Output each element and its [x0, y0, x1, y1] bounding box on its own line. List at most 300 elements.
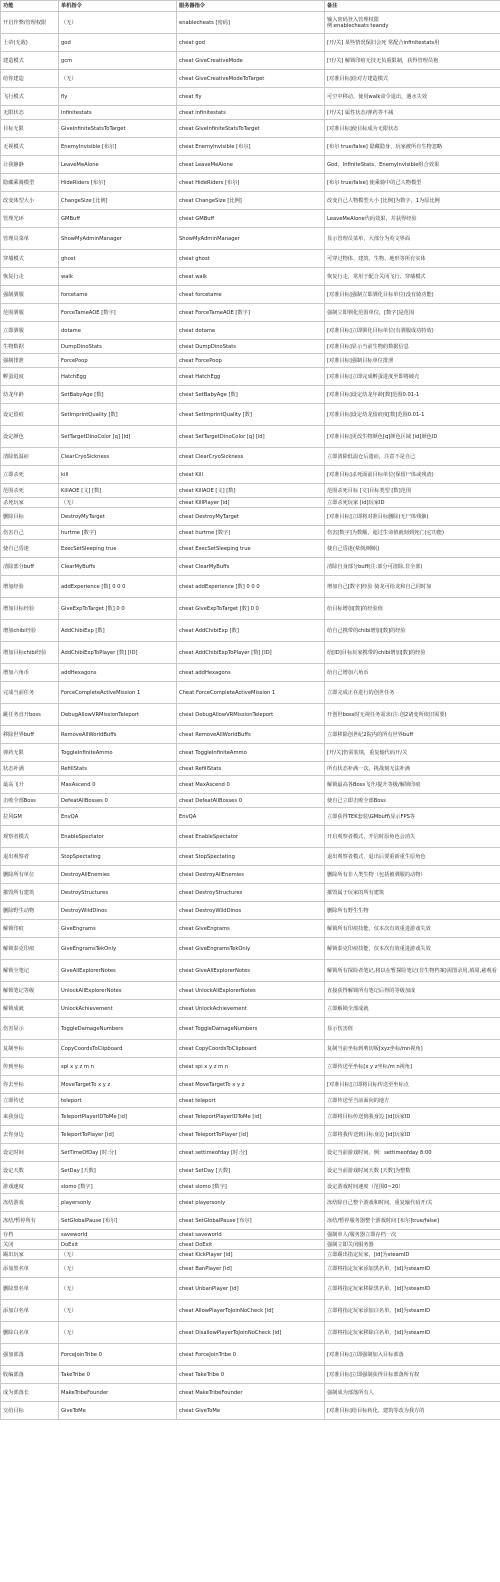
cell-function: 强加部落	[1, 1344, 59, 1366]
cell-single-player-command: ChangeSize [比例]	[59, 192, 177, 210]
cell-remarks: 强制成为部落所有人	[325, 1384, 500, 1402]
table-row	[1, 1162, 500, 1180]
table-row	[1, 138, 500, 156]
cell-single-player-command: forcetame	[59, 286, 177, 304]
cell-remarks: 立即将指定玩家添加白名单，[id]为steamID	[325, 1300, 500, 1322]
cell-server-command: cheat settimeofday [时:分]	[177, 1144, 325, 1162]
cell-single-player-command: addExperience [数] 0 0 0	[59, 576, 177, 598]
table-row	[1, 508, 500, 526]
header-function: 功能	[1, 1, 59, 12]
cell-single-player-command: EnvQA	[59, 808, 177, 826]
table-row	[1, 540, 500, 558]
cell-remarks: 冻结除自己整个游戏和时间，重复输代码开/关	[325, 1194, 500, 1212]
cell-remarks: 删除所有野生生物	[325, 902, 500, 920]
cell-single-player-command: ForceCompleteActiveMission 1	[59, 682, 177, 704]
cell-server-command: cheat forcetame	[177, 286, 325, 304]
table-row	[1, 1126, 500, 1144]
cell-function: 穿墙模式	[1, 250, 59, 268]
table-row	[1, 1366, 500, 1384]
table-row	[1, 776, 500, 794]
cell-function: 设定颜色	[1, 426, 59, 448]
cell-single-player-command: SetTargetDinoColor [q] [id]	[59, 426, 177, 448]
cell-single-player-command: UnlockAllExplorerNotes	[59, 982, 177, 1000]
table-row	[1, 1058, 500, 1076]
cell-single-player-command: RefillStats	[59, 762, 177, 776]
table-row	[1, 304, 500, 322]
table-row	[1, 642, 500, 664]
table-row	[1, 1194, 500, 1212]
cell-function: 建造模式	[1, 52, 59, 70]
table-row	[1, 794, 500, 808]
cell-single-player-command: StopSpectating	[59, 848, 177, 866]
cell-server-command: cheat UnbanPlayer [id]	[177, 1278, 325, 1300]
cell-remarks: 使自己立即击败全部Boss	[325, 794, 500, 808]
table-row	[1, 466, 500, 484]
cell-remarks: 可穿过物体、建筑、生物、地形等所有实体	[325, 250, 500, 268]
cell-server-command: cheat ForcePoop	[177, 354, 325, 368]
table-row	[1, 884, 500, 902]
cell-remarks: [对准目标]使目标成为无限状态	[325, 120, 500, 138]
cell-single-player-command: ForceTameAOE [数字]	[59, 304, 177, 322]
cell-single-player-command: ClearCryoSickness	[59, 448, 177, 466]
cell-single-player-command: GiveEngrams	[59, 920, 177, 938]
cell-function: 退出观察者	[1, 848, 59, 866]
cell-function: 管理光环	[1, 210, 59, 228]
header-remarks: 备注	[325, 1, 500, 12]
cell-server-command: cheat MakeTribeFounder	[177, 1384, 325, 1402]
cell-remarks: 显示管理员菜单，大部分为英文界面	[325, 228, 500, 250]
cell-remarks: 可空中移动，使用walk命令退出，遇水失效	[325, 88, 500, 106]
cell-server-command: cheat RemoveAllWorldBuffs	[177, 726, 325, 744]
table-row	[1, 826, 500, 848]
cell-server-command: cheat dotame	[177, 322, 325, 340]
table-row	[1, 866, 500, 884]
cell-function: 你去坐标	[1, 1076, 59, 1094]
table-row	[1, 1040, 500, 1058]
cell-function: 幼龙年龄	[1, 386, 59, 404]
cell-remarks: 所有状态补满一次，挑战刻无法补满	[325, 762, 500, 776]
cell-server-command: cheat UnlockAchievement	[177, 1000, 325, 1018]
cell-remarks: 解锁最高各Boss飞升/提升等级/解锁印痕	[325, 776, 500, 794]
cell-function: 立即驯服	[1, 322, 59, 340]
cell-single-player-command: ForceJoinTribe 0	[59, 1344, 177, 1366]
cell-server-command: cheat ClearMyBuffs	[177, 558, 325, 576]
cell-single-player-command: EnableSpectator	[59, 826, 177, 848]
cell-function: 收编部落	[1, 1366, 59, 1384]
cell-remarks: [对准目标]强制目标单位排泄	[325, 354, 500, 368]
cell-function: 隐藏乘骑模型	[1, 174, 59, 192]
table-row	[1, 1076, 500, 1094]
table-row	[1, 484, 500, 498]
table-row	[1, 726, 500, 744]
table-row	[1, 1212, 500, 1230]
cell-server-command: cheat AddChibiExp [数]	[177, 620, 325, 642]
table-body	[1, 12, 500, 1420]
cell-remarks: 设定游戏时间速度（范围0~20）	[325, 1180, 500, 1194]
header-server-command: 服务器指令	[177, 1, 325, 12]
cell-function: 解锁笔记等级	[1, 982, 59, 1000]
cell-server-command: cheat teleport	[177, 1094, 325, 1108]
cell-function: 增加六角币	[1, 664, 59, 682]
cell-function: 孵蛋进度	[1, 368, 59, 386]
table-row	[1, 558, 500, 576]
cell-server-command: cheat RefillStats	[177, 762, 325, 776]
cell-function: 伤害显示	[1, 1018, 59, 1040]
cell-function: 设定天数	[1, 1162, 59, 1180]
cell-remarks: 输入密码登入管理权限 例:enablecheats teandy	[325, 12, 500, 34]
cell-function: 立即杀死	[1, 466, 59, 484]
cell-server-command: cheat ClearCryoSickness	[177, 448, 325, 466]
table-row	[1, 1000, 500, 1018]
cell-single-player-command: （无）	[59, 12, 177, 34]
cell-server-command: cheat ToggleInfiniteAmmo	[177, 744, 325, 762]
cell-function: 击败全部Boss	[1, 794, 59, 808]
cell-server-command: enablecheats [密码]	[177, 12, 325, 34]
cell-remarks: 解锁所有探险者笔记,将以在暂探险笔记(非生物档案)需图录用,填周,慈观看	[325, 960, 500, 982]
cell-function: 改变体型大小	[1, 192, 59, 210]
cell-function: 增加目标经验	[1, 598, 59, 620]
cell-function: 来我身边	[1, 1108, 59, 1126]
cell-server-command: ShowMyAdminManager	[177, 228, 325, 250]
cell-server-command: cheat DestroyAllEnemies	[177, 866, 325, 884]
table-row	[1, 70, 500, 88]
table-row	[1, 322, 500, 340]
cell-function: 冻结/暂停所有	[1, 1212, 59, 1230]
table-row	[1, 88, 500, 106]
cell-single-player-command: DumpDinoStats	[59, 340, 177, 354]
table-row	[1, 598, 500, 620]
cell-single-player-command: DoExit	[59, 1240, 177, 1250]
cell-server-command: cheat DestroyStructures	[177, 884, 325, 902]
cell-remarks: [对准目标]立即驯化目标单位(有驯服成功特效)	[325, 322, 500, 340]
cell-function: 给你建造	[1, 70, 59, 88]
cell-function: 解锁全笔记	[1, 960, 59, 982]
table-row	[1, 620, 500, 642]
cell-single-player-command: TakeTribe 0	[59, 1366, 177, 1384]
cell-single-player-command: slomo [数字]	[59, 1180, 177, 1194]
cell-server-command: Cheat ForceCompleteActiveMission 1	[177, 682, 325, 704]
cell-single-player-command: infinitestats	[59, 106, 177, 120]
cell-server-command: cheat UnlockAllExplorerNotes	[177, 982, 325, 1000]
table-row	[1, 1180, 500, 1194]
cell-server-command: cheat saveworld	[177, 1230, 325, 1240]
cell-single-player-command: （无）	[59, 498, 177, 508]
cell-remarks: 范围杀死目标 [文]目标类型 [数]范围	[325, 484, 500, 498]
cell-server-command: cheat LeaveMeAlone	[177, 156, 325, 174]
cell-function: 成为部落长	[1, 1384, 59, 1402]
cell-server-command: cheat god	[177, 34, 325, 52]
cell-single-player-command: kill	[59, 466, 177, 484]
cell-server-command: cheat ToggleDamageNumbers	[177, 1018, 325, 1040]
cell-server-command: cheat SetDay [天数]	[177, 1162, 325, 1180]
cell-single-player-command: （无）	[59, 1278, 177, 1300]
cell-function: 范围驯服	[1, 304, 59, 322]
cell-single-player-command: GiveExpToTarget [数] 0 0	[59, 598, 177, 620]
cell-server-command: cheat GiveAllExplorerNotes	[177, 960, 325, 982]
table-row	[1, 1230, 500, 1240]
cell-function: 立即传送	[1, 1094, 59, 1108]
table-row	[1, 368, 500, 386]
cell-server-command: cheat slomo [数字]	[177, 1180, 325, 1194]
cell-server-command: cheat walk	[177, 268, 325, 286]
cell-function: 跳任务直开boss	[1, 704, 59, 726]
cell-function: 伤害自己	[1, 526, 59, 540]
cell-server-command: cheat MoveTargetTo x y z	[177, 1076, 325, 1094]
cell-function: 交给目标	[1, 1402, 59, 1420]
cell-remarks: 冻结/暂停服务器整个游戏时间 [布尔]true/false]	[325, 1212, 500, 1230]
cell-server-command: cheat TeleportToPlayer [id]	[177, 1126, 325, 1144]
cell-server-command: cheat TeleportPlayerIDToMe [id]	[177, 1108, 325, 1126]
table-row	[1, 1240, 500, 1250]
cell-remarks: 强制单人/服务器立即存档一次	[325, 1230, 500, 1240]
table-row	[1, 1344, 500, 1366]
cell-server-command: cheat DumpDinoStats	[177, 340, 325, 354]
cell-server-command: cheat GiveCreativeModeToTarget	[177, 70, 325, 88]
cell-remarks: 给目标增加[数]的经验值	[325, 598, 500, 620]
cell-function: 删除野生动物	[1, 902, 59, 920]
cell-remarks: [对准目标]杀死面前目标单位(保留尸体或残渣)	[325, 466, 500, 484]
cell-server-command: cheat DoExit	[177, 1240, 325, 1250]
header-row	[1, 1, 500, 12]
table-row	[1, 902, 500, 920]
cell-single-player-command: GiveToMe	[59, 1402, 177, 1420]
cell-server-command: cheat HideRiders [布尔]	[177, 174, 325, 192]
cell-server-command: cheat GiveEngramsTekOnly	[177, 938, 325, 960]
cell-function: 增加经验	[1, 576, 59, 598]
cell-single-player-command: （无）	[59, 1300, 177, 1322]
table-row	[1, 762, 500, 776]
cell-remarks: 给自己增加六角币	[325, 664, 500, 682]
cell-server-command: cheat DebugAllowVRMissionTeleport	[177, 704, 325, 726]
cell-function: 解锁成就	[1, 1000, 59, 1018]
cell-server-command: cheat BanPlayer [id]	[177, 1260, 325, 1278]
cell-function: 添加白名单	[1, 1300, 59, 1322]
cell-single-player-command: UnlockAchievement	[59, 1000, 177, 1018]
cell-single-player-command: DestroyAllEnemies	[59, 866, 177, 884]
cell-remarks: [对准目标]显示当前生物的数据信息	[325, 340, 500, 354]
table-row	[1, 808, 500, 826]
table-row	[1, 498, 500, 508]
cell-single-player-command: SetDay [天数]	[59, 1162, 177, 1180]
cell-server-command: cheat SetGlobalPause [布尔]	[177, 1212, 325, 1230]
cell-server-command: cheat ghost	[177, 250, 325, 268]
cell-remarks: 立即解锁全部成就	[325, 1000, 500, 1018]
cell-single-player-command: DestroyWildDinos	[59, 902, 177, 920]
cell-server-command: cheat CopyCoordsToClipboard	[177, 1040, 325, 1058]
cell-single-player-command: playersonly	[59, 1194, 177, 1212]
table-row	[1, 386, 500, 404]
cell-single-player-command: AddChibiExpToPlayer [数] [ID]	[59, 642, 177, 664]
table-row	[1, 106, 500, 120]
cell-function: 添加黑名单	[1, 1260, 59, 1278]
cell-remarks: 立即获得TEK套装\GMbuff\显示FPS等	[325, 808, 500, 826]
cell-single-player-command: （无）	[59, 1322, 177, 1344]
cell-function: 踢出玩家	[1, 1250, 59, 1260]
cell-server-command: cheat GMBuff	[177, 210, 325, 228]
cell-remarks: 设定当前游戏时间天数 [天数]为整数	[325, 1162, 500, 1180]
cell-remarks: 立即将指定玩家移除黑名单，[id]为steamID	[325, 1278, 500, 1300]
cell-single-player-command: addHexagons	[59, 664, 177, 682]
cell-remarks: 摧毁属于玩家的所有建筑	[325, 884, 500, 902]
table-row	[1, 1278, 500, 1300]
cell-remarks: 立即完成正在进行的创世任务	[325, 682, 500, 704]
cell-single-player-command: GiveEngramsTekOnly	[59, 938, 177, 960]
cell-server-command: cheat fly	[177, 88, 325, 106]
cell-function: 清除部分buff	[1, 558, 59, 576]
cell-server-command: cheat KillAOE [文] [数]	[177, 484, 325, 498]
cell-function: 使自己昏迷	[1, 540, 59, 558]
cell-single-player-command: ClearMyBuffs	[59, 558, 177, 576]
table-row	[1, 354, 500, 368]
cell-single-player-command: saveworld	[59, 1230, 177, 1240]
cell-remarks: God、InfiniteStats、EnemyInvisible组合效果	[325, 156, 500, 174]
cell-single-player-command: AddChibiExp [数]	[59, 620, 177, 642]
cell-single-player-command: DefeatAllBosses 0	[59, 794, 177, 808]
cell-single-player-command: hurtme [数字]	[59, 526, 177, 540]
cell-single-player-command: ForcePoop	[59, 354, 177, 368]
cell-remarks: 立即传送至当前面向的地方	[325, 1094, 500, 1108]
cell-remarks: 恢复行走，常用于配合关闭飞行、穿墙模式	[325, 268, 500, 286]
cell-function: 观察者模式	[1, 826, 59, 848]
cell-remarks: [对准目标]更改生物颜色[q]颜色区域 [id]颜色ID	[325, 426, 500, 448]
table-row	[1, 1300, 500, 1322]
cell-function: 让我静静	[1, 156, 59, 174]
cell-function: 增加chibi经验	[1, 620, 59, 642]
cell-function: 删除黑名单	[1, 1278, 59, 1300]
cell-remarks: [对准目标]给目标转化，建筑等改为我方的	[325, 1402, 500, 1420]
cell-remarks: 强制立即驯化范围单位，[数字]是范围	[325, 304, 500, 322]
cell-server-command: cheat spi x y z m n	[177, 1058, 325, 1076]
cell-server-command: cheat StopSpectating	[177, 848, 325, 866]
table-row	[1, 1250, 500, 1260]
table-row	[1, 664, 500, 682]
cell-single-player-command: teleport	[59, 1094, 177, 1108]
cell-server-command: cheat DisallowPlayerToJoinNoCheck [id]	[177, 1322, 325, 1344]
cell-function: 生物数据	[1, 340, 59, 354]
cell-function: 目标无限	[1, 120, 59, 138]
table-row	[1, 938, 500, 960]
cell-server-command: cheat MaxAscend 0	[177, 776, 325, 794]
cell-server-command: cheat KillPlayer [id]	[177, 498, 325, 508]
cell-single-player-command: （无）	[59, 1260, 177, 1278]
cell-single-player-command: spi x y z m n	[59, 1058, 177, 1076]
table-row	[1, 682, 500, 704]
table-row	[1, 1384, 500, 1402]
cell-remarks: [对准目标]给对方建造模式	[325, 70, 500, 88]
cell-function: 强制排泄	[1, 354, 59, 368]
table-row	[1, 982, 500, 1000]
cell-server-command: cheat SetImprintQuality [数]	[177, 404, 325, 426]
table-row	[1, 920, 500, 938]
cell-function: 强制驯服	[1, 286, 59, 304]
table-row	[1, 250, 500, 268]
cell-function: 删除所有单位	[1, 866, 59, 884]
cell-remarks: 立即将指定玩家移除白名单，[id]为steamID	[325, 1322, 500, 1344]
cell-single-player-command: dotame	[59, 322, 177, 340]
cell-single-player-command: fly	[59, 88, 177, 106]
cell-function: 游戏速度	[1, 1180, 59, 1194]
cell-function: 清除低温症	[1, 448, 59, 466]
cell-remarks: [对准目标]立即将目标传送至坐标点	[325, 1076, 500, 1094]
header-single-player-command: 单机指令	[59, 1, 177, 12]
cell-function: 存档	[1, 1230, 59, 1240]
table-row	[1, 228, 500, 250]
cell-server-command: cheat hurtme [数字]	[177, 526, 325, 540]
table-row	[1, 704, 500, 726]
cell-single-player-command: LeaveMeAlone	[59, 156, 177, 174]
cell-single-player-command: DebugAllowVRMissionTeleport	[59, 704, 177, 726]
cell-single-player-command: EnemyInvisible [布尔]	[59, 138, 177, 156]
cell-remarks: [开/关]仍需装填，重复输代码开/关	[325, 744, 500, 762]
cell-remarks: 伤害[数字]为数额，超过生命值就刻到死亡(它功能)	[325, 526, 500, 540]
cell-single-player-command: （无）	[59, 70, 177, 88]
cell-server-command: cheat GiveEngrams	[177, 920, 325, 938]
table-row	[1, 1108, 500, 1126]
cell-remarks: [对准目标]立即完成孵蛋进度至即将破壳	[325, 368, 500, 386]
table-row	[1, 268, 500, 286]
cell-server-command: cheat SetTargetDinoColor [q] [id]	[177, 426, 325, 448]
cell-server-command: cheat Kill	[177, 466, 325, 484]
table-row	[1, 426, 500, 448]
cell-function: 最高飞升	[1, 776, 59, 794]
cell-server-command: cheat DefeatAllBosses 0	[177, 794, 325, 808]
cell-remarks: 立即杀死玩家 [id]玩家ID	[325, 498, 500, 508]
cell-single-player-command: HideRiders [布尔]	[59, 174, 177, 192]
cell-remarks: 使自己昏迷(晕倒/睡眠)	[325, 540, 500, 558]
cell-server-command: cheat AddChibiExpToPlayer [数] [ID]	[177, 642, 325, 664]
cell-function: 冻结游戏	[1, 1194, 59, 1212]
table-row	[1, 576, 500, 598]
cell-function: 飞行模式	[1, 88, 59, 106]
cell-server-command: cheat infinitestats	[177, 106, 325, 120]
cell-remarks: 改变自己人物模型大小 [比例]为数字，1为原比例	[325, 192, 500, 210]
cell-single-player-command: CopyCoordsToClipboard	[59, 1040, 177, 1058]
cell-single-player-command: SetImprintQuality [数]	[59, 404, 177, 426]
cell-single-player-command: RemoveAllWorldBuffs	[59, 726, 177, 744]
table-row	[1, 286, 500, 304]
cell-function: 解锁泰克印痕	[1, 938, 59, 960]
cell-remarks: [开/关] 某些情况保旧会死 常配合infinitestats用	[325, 34, 500, 52]
cell-server-command: cheat DestroyMyTarget	[177, 508, 325, 526]
cell-single-player-command: ToggleDamageNumbers	[59, 1018, 177, 1040]
cell-function: 复制坐标	[1, 1040, 59, 1058]
table-row	[1, 526, 500, 540]
cell-single-player-command: SetTimeOfDay [时:分]	[59, 1144, 177, 1162]
cell-single-player-command: （无）	[59, 1250, 177, 1260]
cell-remarks: 立即将我传送到目标身边 [id]玩家ID	[325, 1126, 500, 1144]
table-row	[1, 448, 500, 466]
cell-remarks: [对准目标]强制立即驯化目标单位(没有骑功能)	[325, 286, 500, 304]
cell-remarks: [对准目标]立即将对准目标删除(无尸体残骸)	[325, 508, 500, 526]
table-row	[1, 744, 500, 762]
cell-single-player-command: GiveInfiniteStatsToTarget	[59, 120, 177, 138]
cell-server-command: cheat playersonly	[177, 1194, 325, 1212]
cell-single-player-command: god	[59, 34, 177, 52]
cell-remarks: [对准目标]设定幼龙留痕度[数]范围0.01-1	[325, 404, 500, 426]
cell-function: 解锁印痕	[1, 920, 59, 938]
cell-remarks: 删除所有非人类生物（包括被驯服的动物）	[325, 866, 500, 884]
cell-function: 无限状态	[1, 106, 59, 120]
cell-function: 杀死玩家	[1, 498, 59, 508]
cell-remarks: 复制当前坐标到剪切板[xyz坐标/mn视角]	[325, 1040, 500, 1058]
cell-function: 状态补满	[1, 762, 59, 776]
cell-single-player-command: MakeTribeFounder	[59, 1384, 177, 1402]
cell-function: 设定时间	[1, 1144, 59, 1162]
table-row	[1, 174, 500, 192]
table-row	[1, 848, 500, 866]
cell-server-command: EnvQA	[177, 808, 325, 826]
table-row	[1, 156, 500, 174]
